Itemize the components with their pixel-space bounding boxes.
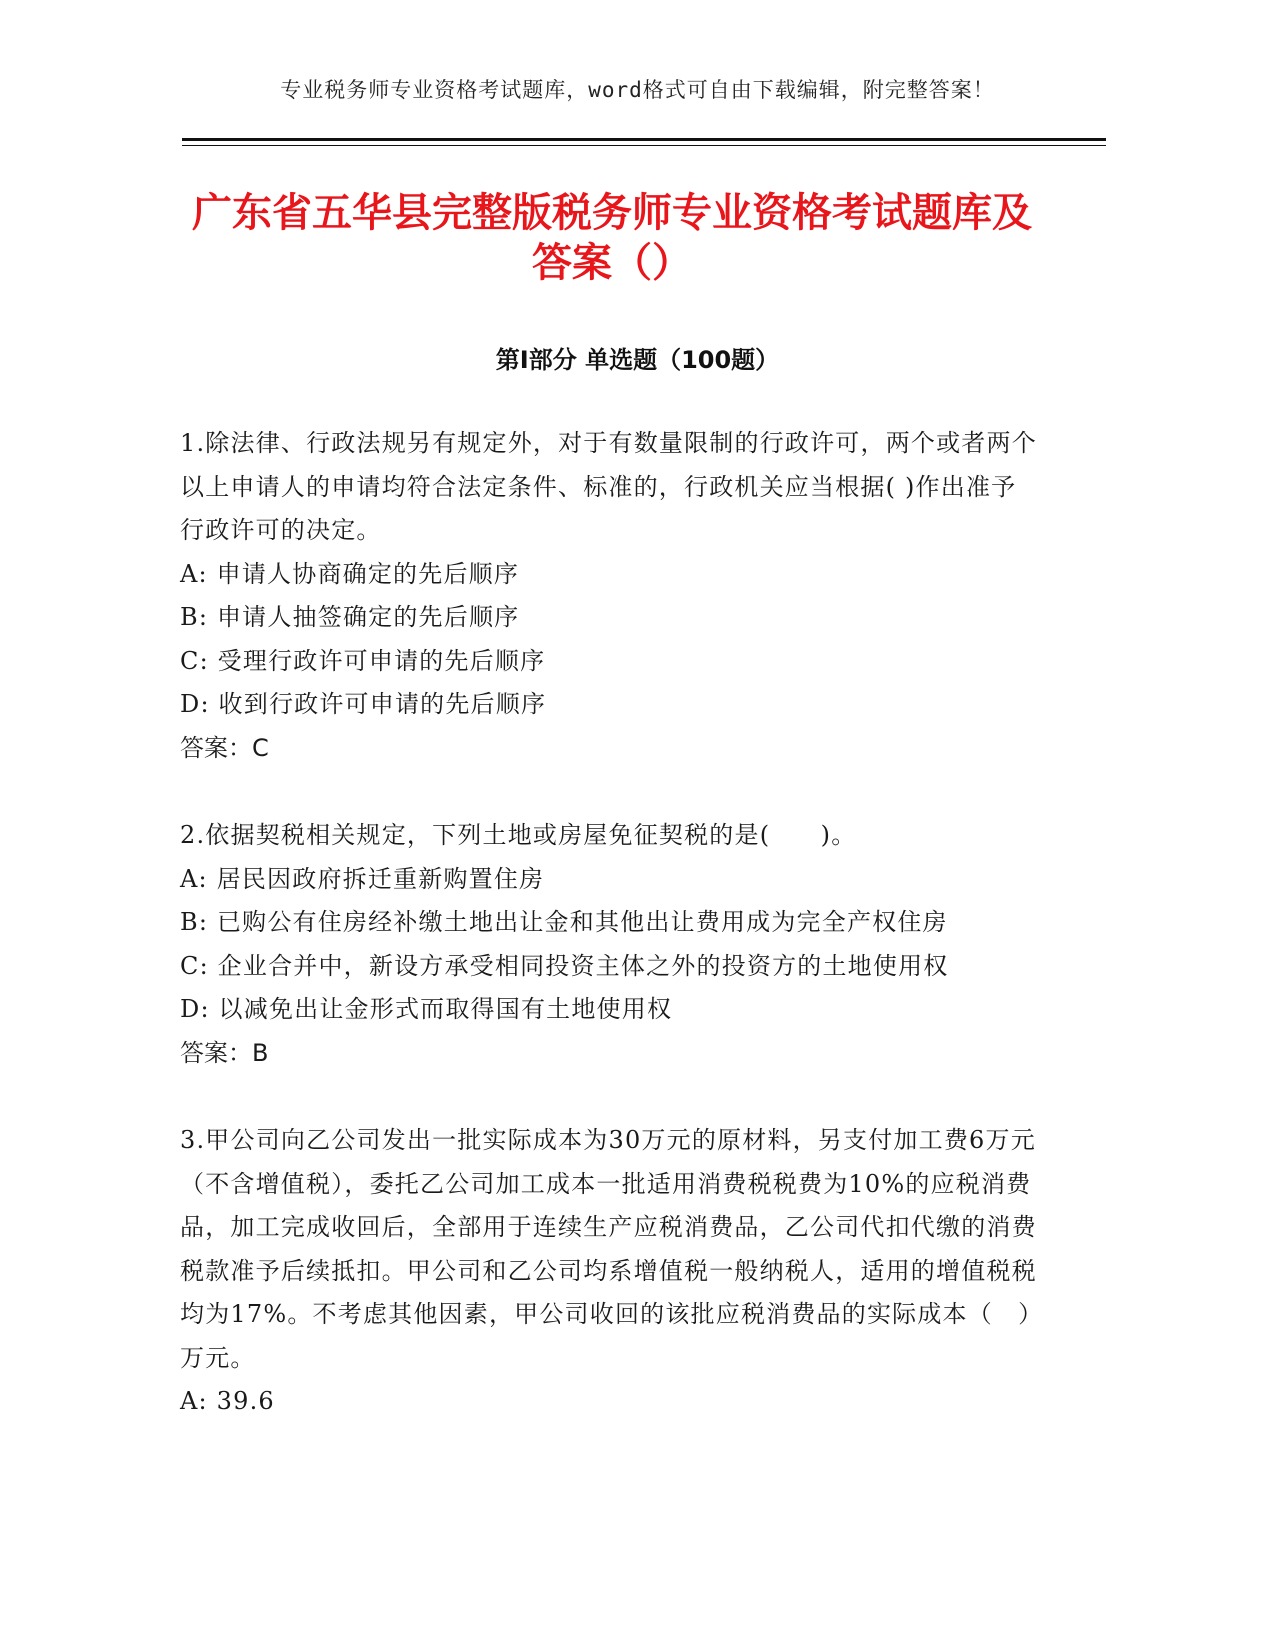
question-list <box>180 422 1040 1468</box>
header-divider-thick <box>182 138 1106 141</box>
option-d: D: 以减免出让金形式而取得国有土地使用权 <box>180 995 673 1023</box>
question-1 <box>180 422 1040 770</box>
question-stem: 2.依据契税相关规定，下列土地或房屋免征契税的是( )。 <box>180 821 857 849</box>
option-d: D: 收到行政许可申请的先后顺序 <box>180 690 547 718</box>
question-2 <box>180 814 1040 1075</box>
question-stem: 3.甲公司向乙公司发出一批实际成本为30万元的原材料，另支付加工费6万元（不含增值税），委托乙公司加工成本一批适用消费税税费为10%的应税消费品，加工完成收回后，全部用于连续生产应税消费品，乙公司代扣代缴的消费税款准予后续抵扣。甲公司和乙公司均系增值税一般纳税人，适用的增值税税均为17%。不考虑其他因素，甲公司收回的该批应税消费品的实际成本（ ）万元。 <box>180 1126 1037 1372</box>
option-b: B: 申请人抽签确定的先后顺序 <box>180 603 520 631</box>
question-3 <box>180 1119 1040 1424</box>
option-c: C: 企业合并中，新设方承受相同投资主体之外的投资方的土地使用权 <box>180 951 949 980</box>
answer-text: 答案：B <box>180 1038 269 1067</box>
document-title: 广东省五华县完整版税务师专业资格考试题库及答案（） <box>192 190 1032 286</box>
option-a: A: 39.6 <box>180 1387 275 1415</box>
answer-text: 答案：C <box>180 733 269 762</box>
section-title: 第Ⅰ部分 单选题（100题） <box>495 346 780 374</box>
option-b: B: 已购公有住房经补缴土地出让金和其他出让费用成为完全产权住房 <box>180 908 948 936</box>
header-divider-thin <box>182 145 1106 146</box>
question-stem: 1.除法律、行政法规另有规定外，对于有数量限制的行政许可，两个或者两个以上申请人的申请均符合法定条件、标准的，行政机关应当根据( )作出准予行政许可的决定。 <box>180 429 1037 544</box>
header-note: 专业税务师专业资格考试题库，word格式可自由下载编辑，附完整答案！ <box>280 78 995 102</box>
option-a: A: 申请人协商确定的先后顺序 <box>180 559 520 588</box>
option-a: A: 居民因政府拆迁重新购置住房 <box>180 864 545 893</box>
option-c: C: 受理行政许可申请的先后顺序 <box>180 646 546 675</box>
